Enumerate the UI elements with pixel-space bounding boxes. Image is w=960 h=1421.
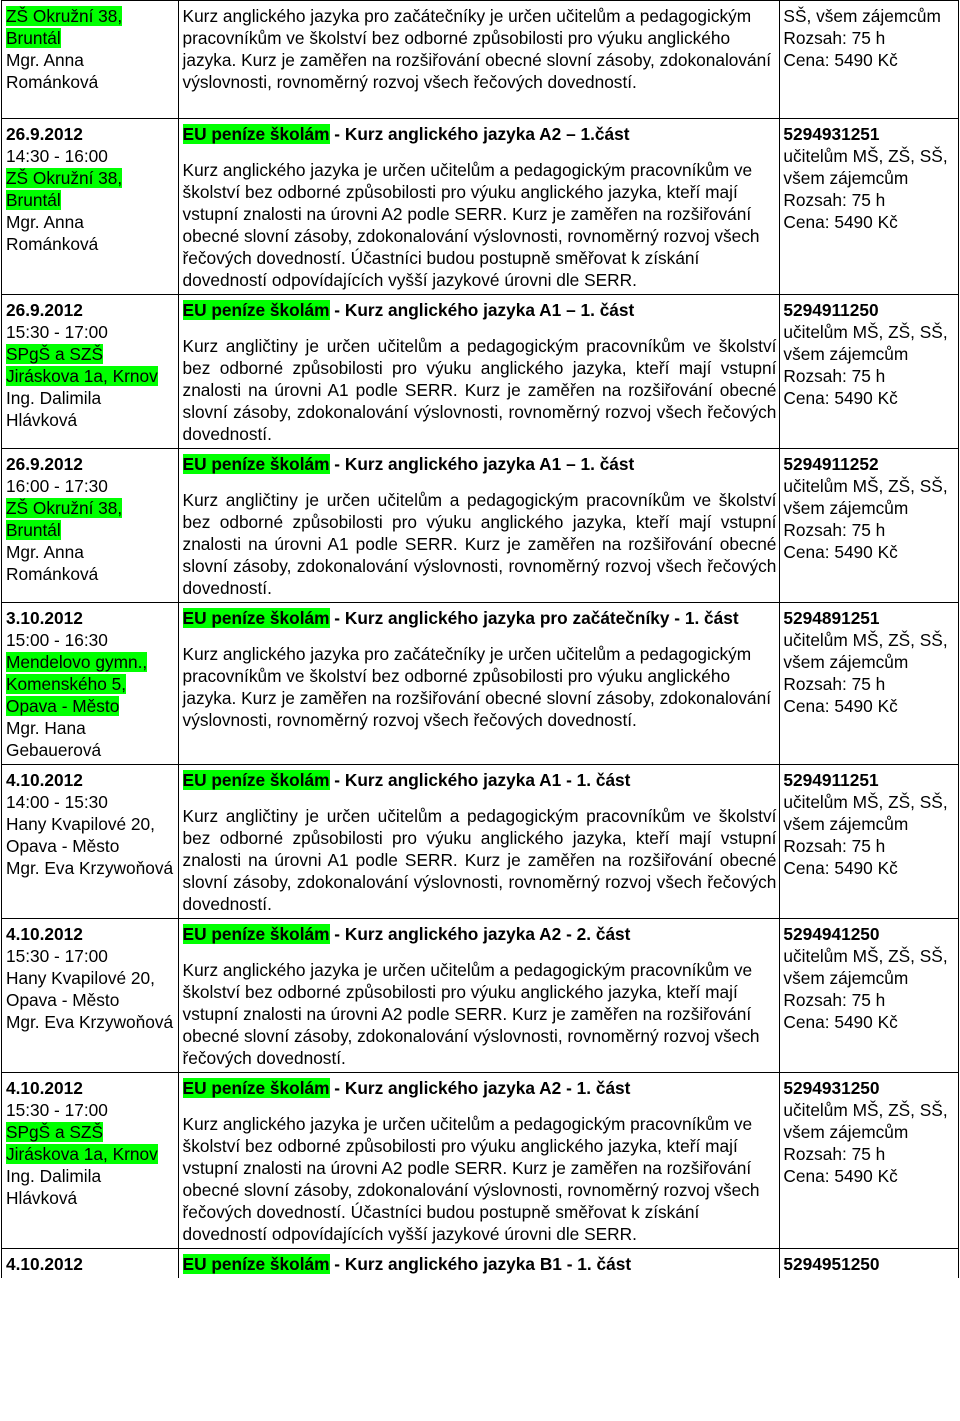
course-price: Cena: 5490 Kč	[783, 858, 898, 878]
course-title	[183, 923, 777, 945]
last-course-code: 5294951250	[780, 1249, 959, 1279]
table-row	[2, 919, 959, 1073]
course-time: 15:30 - 17:00	[6, 1100, 108, 1120]
venue-cell	[2, 1, 179, 119]
info-cell	[780, 603, 959, 765]
venue-cell	[2, 919, 179, 1073]
info-cell	[780, 295, 959, 449]
course-target: učitelům MŠ, ZŠ, SŠ, všem zájemcům	[783, 322, 948, 364]
course-scope: Rozsah: 75 h	[783, 190, 886, 210]
last-date: 4.10.2012	[2, 1249, 179, 1279]
course-scope: Rozsah: 75 h	[783, 520, 886, 540]
venue-place: ZŠ Okružní 38, Bruntál	[6, 6, 123, 48]
course-date: 26.9.2012	[6, 124, 83, 144]
course-scope: Rozsah: 75 h	[783, 674, 886, 694]
lecturer-name: Ing. Dalimila Hlávková	[6, 388, 102, 430]
eu-label: EU peníze školám	[182, 124, 330, 144]
course-code: 5294941250	[783, 924, 880, 944]
info-cell	[780, 449, 959, 603]
course-title-text: - Kurz anglického jazyka A1 – 1. část	[329, 300, 635, 320]
course-description: Kurz anglického jazyka pro začátečníky je určen učitelům a pedagogickým pracovníkům ve školství bez odborné způsobilosti pro výuku anglického jazyka. Kurz je zaměřen na rozšiřování obecné slovní zásoby, zdokonalování výslovnosti, rovnoměrný rozvoj všech řečových dovedností.	[182, 6, 772, 92]
venue-cell	[2, 603, 179, 765]
lecturer-name: Mgr. Eva Krzywoňová	[6, 1012, 174, 1032]
course-title-text: - Kurz anglického jazyka B1 - 1. část	[329, 1254, 632, 1274]
eu-label: EU peníze školám	[182, 924, 330, 944]
course-table	[1, 0, 959, 1278]
venue-place: Hany Kvapilové 20, Opava - Město	[6, 814, 155, 856]
course-target: učitelům MŠ, ZŠ, SŠ, všem zájemcům	[783, 630, 948, 672]
course-code: 5294931250	[783, 1078, 880, 1098]
course-date: 3.10.2012	[6, 608, 83, 628]
lecturer-name: Mgr. Anna Románková	[6, 50, 99, 92]
venue-place: SPgŠ a SZŠ Jiráskova 1a, Krnov	[6, 344, 158, 386]
eu-label: EU peníze školám	[182, 300, 330, 320]
course-code: 5294911252	[783, 454, 879, 474]
course-time: 14:00 - 15:30	[6, 792, 108, 812]
course-description: Kurz angličtiny je určen učitelům a pedagogickým pracovníkům ve školství bez odborné způsobilosti pro výuku anglického jazyka, kteří mají vstupní znalosti na úrovni A1 podle SERR. Kurz je zaměřen na rozšiřování obecné slovní zásoby, zdokonalování výslovnosti, rovnoměrný rozvoj všech řečových dovedností.	[182, 336, 777, 444]
course-description: Kurz anglického jazyka je určen učitelům a pedagogickým pracovníkům ve školství bez odborné způsobilosti pro výuku anglického jazyka, kteří mají vstupní znalosti na úrovni A2 podle SERR. Kurz je zaměřen na rozšiřování obecné slovní zásoby, zdokonalování výslovnosti, rovnoměrný rozvoj všech řečových dovedností. Účastníci budou postupně směřovat k získání dovedností odpovídajících vyšší jazykové úrovni dle SERR.	[182, 160, 760, 290]
table-row	[2, 295, 959, 449]
venue-place: SPgŠ a SZŠ Jiráskova 1a, Krnov	[6, 1122, 158, 1164]
course-time: 16:00 - 17:30	[6, 476, 108, 496]
course-date: 4.10.2012	[6, 770, 83, 790]
course-price: Cena: 5490 Kč	[783, 212, 898, 232]
course-target: učitelům MŠ, ZŠ, SŠ, všem zájemcům	[783, 146, 948, 188]
course-title	[183, 123, 777, 145]
course-code: 5294931251	[783, 124, 880, 144]
course-rows	[2, 119, 959, 1249]
course-target: SŠ, všem zájemcům	[783, 6, 941, 26]
course-title-text: - Kurz anglického jazyka A2 – 1.část	[329, 124, 630, 144]
course-title	[183, 453, 777, 475]
course-cell	[178, 1073, 780, 1249]
lecturer-name: Mgr. Hana Gebauerová	[6, 718, 102, 760]
course-price: Cena: 5490 Kč	[783, 1166, 898, 1186]
course-cell	[178, 603, 780, 765]
course-scope: Rozsah: 75 h	[783, 366, 886, 386]
course-date: 4.10.2012	[6, 1078, 83, 1098]
course-target: učitelům MŠ, ZŠ, SŠ, všem zájemcům	[783, 946, 948, 988]
course-price: Cena: 5490 Kč	[783, 388, 898, 408]
table-row	[2, 449, 959, 603]
course-description: Kurz angličtiny je určen učitelům a pedagogickým pracovníkům ve školství bez odborné způsobilosti pro výuku anglického jazyka, kteří mají vstupní znalosti na úrovni A1 podle SERR. Kurz je zaměřen na rozšiřování obecné slovní zásoby, zdokonalování výslovnosti, rovnoměrný rozvoj všech řečových dovedností.	[182, 490, 777, 598]
venue-cell	[2, 449, 179, 603]
course-code: 5294891251	[783, 608, 880, 628]
venue-cell	[2, 1073, 179, 1249]
course-date: 4.10.2012	[6, 924, 83, 944]
eu-label: EU peníze školám	[182, 454, 330, 474]
course-scope: Rozsah: 75 h	[783, 1144, 886, 1164]
course-scope: Rozsah: 75 h	[783, 990, 886, 1010]
course-time: 15:30 - 17:00	[6, 946, 108, 966]
course-title-text: - Kurz anglického jazyka A1 – 1. část	[329, 454, 635, 474]
course-description: Kurz anglického jazyka je určen učitelům a pedagogickým pracovníkům ve školství bez odborné způsobilosti pro výuku anglického jazyka, kteří mají vstupní znalosti na úrovni A2 podle SERR. Kurz je zaměřen na rozšiřování obecné slovní zásoby, zdokonalování výslovnosti, rovnoměrný rozvoj všech řečových dovedností. Účastníci budou postupně směřovat k získání dovedností odpovídajících vyšší jazykové úrovni dle SERR.	[182, 1114, 760, 1244]
course-cell	[178, 449, 780, 603]
course-description: Kurz angličtiny je určen učitelům a pedagogickým pracovníkům ve školství bez odborné způsobilosti pro výuku anglického jazyka, kteří mají vstupní znalosti na úrovni A1 podle SERR. Kurz je zaměřen na rozšiřování obecné slovní zásoby, zdokonalování výslovnosti, rovnoměrný rozvoj všech řečových dovedností.	[182, 806, 777, 914]
course-title	[183, 769, 777, 791]
info-cell	[780, 919, 959, 1073]
lecturer-name: Mgr. Anna Románková	[6, 212, 99, 254]
info-cell	[780, 1, 959, 119]
venue-cell	[2, 119, 179, 295]
course-scope: Rozsah: 75 h	[783, 28, 886, 48]
course-code: 5294911251	[783, 770, 879, 790]
course-date: 26.9.2012	[6, 454, 83, 474]
course-cell	[178, 919, 780, 1073]
table-row	[2, 1, 959, 119]
lecturer-name: Ing. Dalimila Hlávková	[6, 1166, 102, 1208]
course-title	[183, 1077, 777, 1099]
course-target: učitelům MŠ, ZŠ, SŠ, všem zájemcům	[783, 1100, 948, 1142]
course-time: 15:30 - 17:00	[6, 322, 108, 342]
table-row	[2, 765, 959, 919]
venue-cell	[2, 295, 179, 449]
course-price: Cena: 5490 Kč	[783, 542, 898, 562]
course-title-text: - Kurz anglického jazyka A2 - 1. část	[329, 1078, 631, 1098]
course-price: Cena: 5490 Kč	[783, 50, 898, 70]
course-cell	[178, 765, 780, 919]
eu-label: EU peníze školám	[182, 770, 330, 790]
table-row	[2, 1249, 959, 1279]
course-title-text: - Kurz anglického jazyka A2 - 2. část	[329, 924, 631, 944]
course-title	[183, 607, 777, 629]
course-cell	[178, 1, 780, 119]
course-cell	[178, 295, 780, 449]
table-row	[2, 119, 959, 295]
info-cell	[780, 119, 959, 295]
course-price: Cena: 5490 Kč	[783, 1012, 898, 1032]
course-price: Cena: 5490 Kč	[783, 696, 898, 716]
course-description: Kurz anglického jazyka je určen učitelům a pedagogickým pracovníkům ve školství bez odborné způsobilosti pro výuku anglického jazyka, kteří mají vstupní znalosti na úrovni A2 podle SERR. Kurz je zaměřen na rozšiřování obecné slovní zásoby, zdokonalování výslovnosti, rovnoměrný rozvoj všech řečových dovedností.	[182, 960, 760, 1068]
course-title-text: - Kurz anglického jazyka pro začátečníky - 1. část	[329, 608, 739, 628]
course-time: 15:00 - 16:30	[6, 630, 108, 650]
course-date: 26.9.2012	[6, 300, 83, 320]
venue-cell	[2, 765, 179, 919]
course-code: 5294911250	[783, 300, 879, 320]
course-cell	[178, 119, 780, 295]
info-cell	[780, 1073, 959, 1249]
venue-place: ZŠ Okružní 38, Bruntál	[6, 168, 123, 210]
course-time: 14:30 - 16:00	[6, 146, 108, 166]
venue-place: Mendelovo gymn., Komenského 5, Opava - Město	[6, 652, 148, 716]
venue-place: Hany Kvapilové 20, Opava - Město	[6, 968, 155, 1010]
course-target: učitelům MŠ, ZŠ, SŠ, všem zájemcům	[783, 792, 948, 834]
course-target: učitelům MŠ, ZŠ, SŠ, všem zájemcům	[783, 476, 948, 518]
last-course-title	[178, 1249, 780, 1279]
info-cell	[780, 765, 959, 919]
course-title	[183, 299, 777, 321]
table-row	[2, 603, 959, 765]
table-row	[2, 1073, 959, 1249]
course-title-text: - Kurz anglického jazyka A1 - 1. část	[329, 770, 631, 790]
lecturer-name: Mgr. Eva Krzywoňová	[6, 858, 174, 878]
course-scope: Rozsah: 75 h	[783, 836, 886, 856]
venue-place: ZŠ Okružní 38, Bruntál	[6, 498, 123, 540]
course-description: Kurz anglického jazyka pro začátečníky je určen učitelům a pedagogickým pracovníkům ve školství bez odborné způsobilosti pro výuku anglického jazyka. Kurz je zaměřen na rozšiřování obecné slovní zásoby, zdokonalování výslovnosti, rovnoměrný rozvoj všech řečových dovedností.	[182, 644, 772, 730]
eu-label: EU peníze školám	[182, 608, 330, 628]
eu-label: EU peníze školám	[182, 1078, 330, 1098]
eu-label: EU peníze školám	[182, 1254, 330, 1274]
lecturer-name: Mgr. Anna Románková	[6, 542, 99, 584]
